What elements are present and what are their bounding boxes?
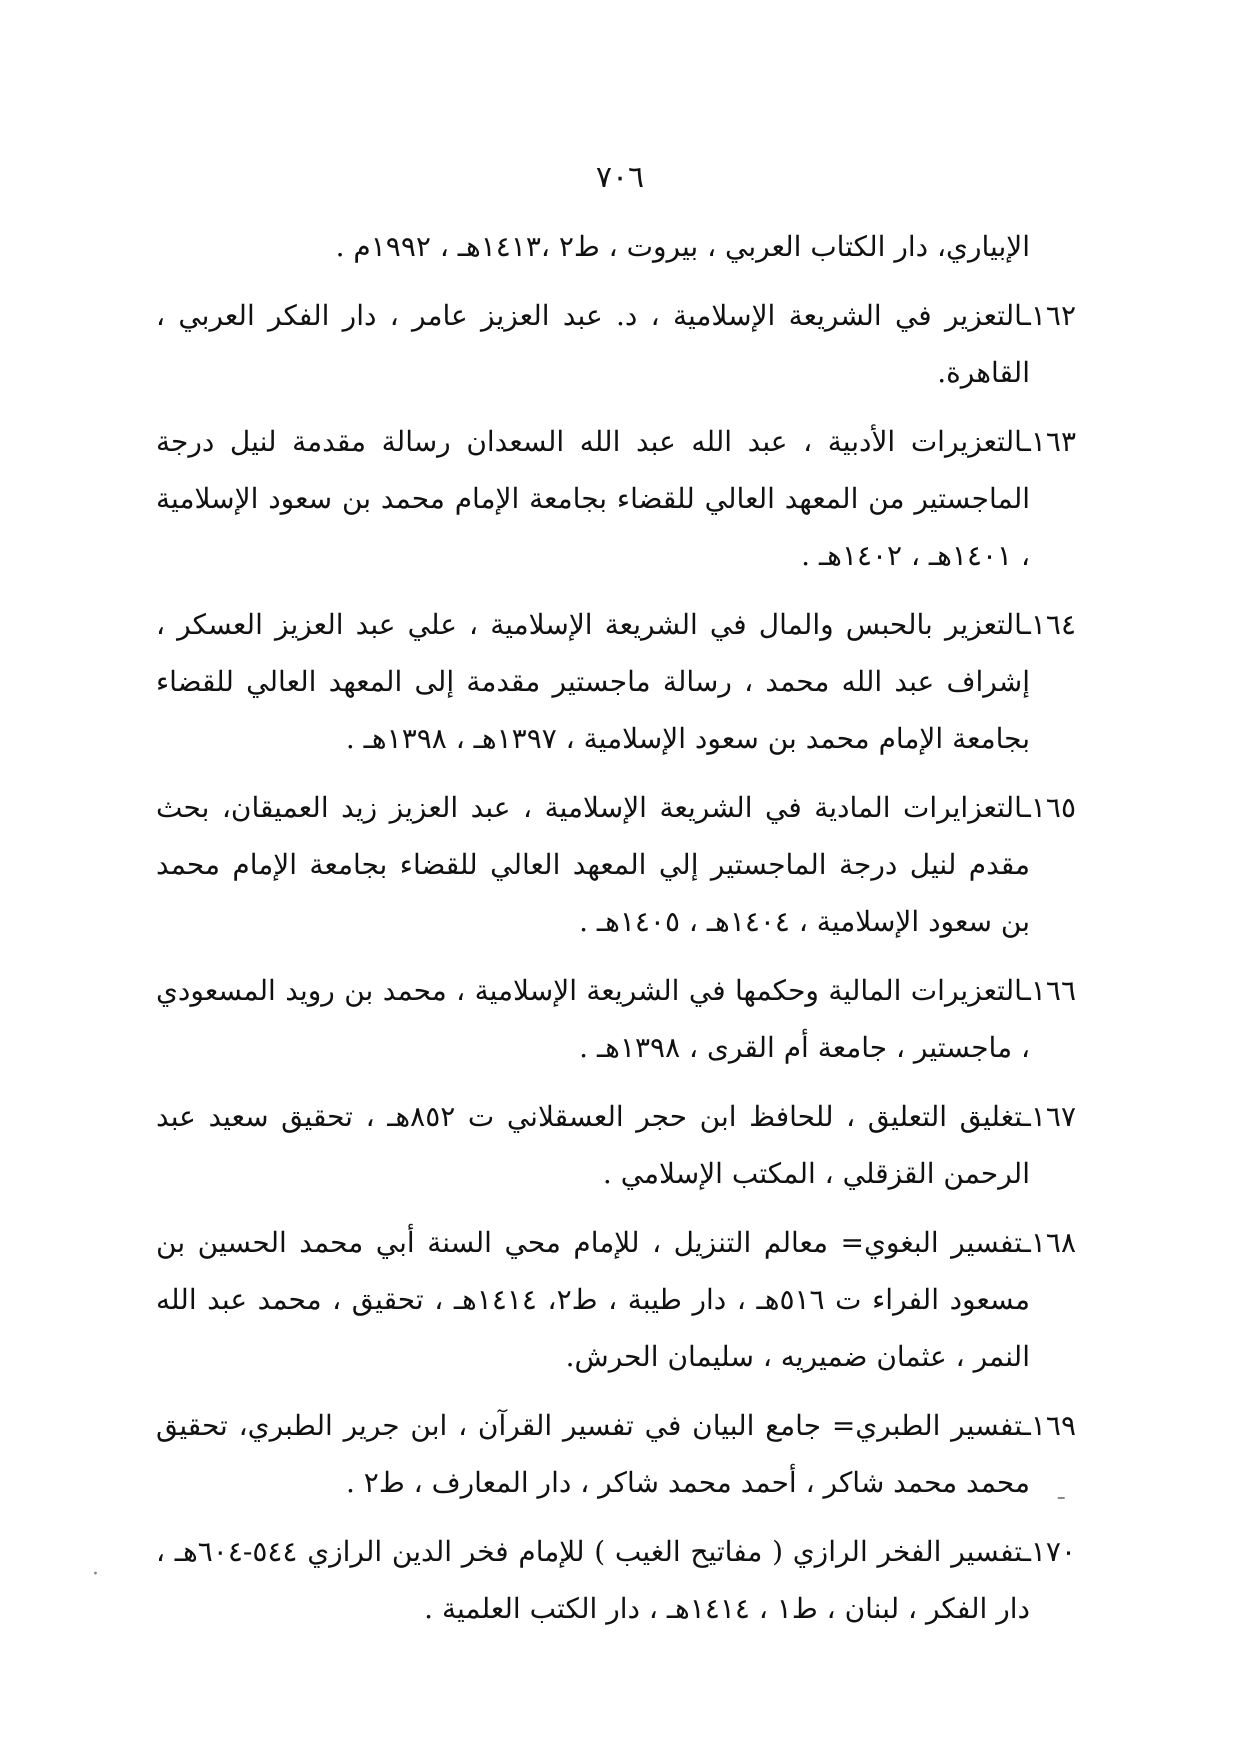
bibliography-entry	[156, 596, 1076, 767]
bibliography-entry	[156, 962, 1076, 1076]
bibliography-list	[156, 218, 1076, 1637]
entry-separator: ـ	[1022, 608, 1031, 641]
entry-text: تفسير الطبري= جامع البيان في تفسير القرآن ، ابن جرير الطبري، تحقيق محمد محمد شاكر ، أحمد محمد شاكر ، دار المعارف ، ط٢ .	[156, 1409, 1030, 1499]
entry-number: ١٦٦	[1030, 974, 1076, 1007]
continuation-line: الإبياري، دار الكتاب العربي ، بيروت ، ط٢ ،١٤١٣هـ ، ١٩٩٢م .	[335, 230, 1030, 263]
entry-number: ١٦٢	[1030, 299, 1076, 332]
entry-separator: ـ	[1022, 299, 1031, 332]
entry-text: التعزايرات المادية في الشريعة الإسلامية ، عبد العزيز زيد العميقان، بحث مقدم لنيل درجة الماجستير إلي المعهد العالي للقضاء بجامعة الإمام محمد بن سعود الإسلامية ، ١٤٠٤هـ ، ١٤٠٥هـ .	[156, 791, 1030, 938]
scan-speck: ·	[92, 1562, 99, 1587]
entry-text: التعزير بالحبس والمال في الشريعة الإسلامية ، علي عبد العزيز العسكر ، إشراف عبد الله محمد ، رسالة ماجستير مقدمة إلى المعهد العالي للقضاء بجامعة الإمام محمد بن سعود الإسلامية ، ١٣٩٧هـ ، ١٣٩٨هـ .	[156, 608, 1030, 755]
entry-number: ١٦٥	[1030, 791, 1076, 824]
entry-number: ١٦٣	[1030, 425, 1076, 458]
entry-text: التعزير في الشريعة الإسلامية ، د. عبد العزيز عامر ، دار الفكر العربي ، القاهرة.	[156, 299, 1030, 389]
bibliography-entry	[156, 1214, 1076, 1385]
entry-number: ١٦٤	[1030, 608, 1076, 641]
bibliography-entry	[156, 287, 1076, 401]
entry-number: ١٦٨	[1030, 1226, 1076, 1259]
bibliography-entry	[156, 1088, 1076, 1202]
entry-separator: ـ	[1022, 425, 1031, 458]
entry-separator: ـ	[1022, 1409, 1031, 1442]
entry-separator: ـ	[1022, 1100, 1031, 1133]
entry-number: ١٦٧	[1030, 1100, 1076, 1133]
entry-text: تغليق التعليق ، للحافظ ابن حجر العسقلاني ت ٨٥٢هـ ، تحقيق سعيد عبد الرحمن القزقلي ، المكتب الإسلامي .	[156, 1100, 1030, 1190]
bibliography-entry	[156, 413, 1076, 584]
entry-text: التعزيرات المالية وحكمها في الشريعة الإسلامية ، محمد بن رويد المسعودي ، ماجستير ، جامعة أم القرى ، ١٣٩٨هـ .	[156, 974, 1030, 1064]
entry-separator: ـ	[1022, 974, 1031, 1007]
entry-separator: ـ	[1022, 1226, 1031, 1259]
entry-text: تفسير البغوي= معالم التنزيل ، للإمام محي السنة أبي محمد الحسين بن مسعود الفراء ت ٥١٦هـ ، دار طيبة ، ط٢، ١٤١٤هـ ، تحقيق ، محمد عبد الله النمر ، عثمان ضميريه ، سليمان الحرش.	[156, 1226, 1030, 1373]
page-number: ٧٠٦	[595, 160, 645, 195]
bibliography-entry	[156, 1397, 1076, 1511]
bibliography-entry	[156, 1523, 1076, 1637]
bibliography-entry	[156, 779, 1076, 950]
entry-text: تفسير الفخر الرازي ( مفاتيح الغيب ) للإمام فخر الدين الرازي ٥٤٤-٦٠٤هـ ، دار الفكر ، لبنان ، ط١ ، ١٤١٤هـ ، دار الكتب العلمية .	[156, 1535, 1030, 1625]
entry-separator: ـ	[1022, 1535, 1031, 1568]
entry-number: ١٦٩	[1030, 1409, 1076, 1442]
scan-speck: ـ	[1058, 1480, 1065, 1505]
entry-separator: ـ	[1022, 791, 1031, 824]
entry-text: التعزيرات الأدبية ، عبد الله عبد الله السعدان رسالة مقدمة لنيل درجة الماجستير من المعهد العالي للقضاء بجامعة الإمام محمد بن سعود الإسلامية ، ١٤٠١هـ ، ١٤٠٢هـ .	[156, 425, 1030, 572]
entry-number: ١٧٠	[1030, 1535, 1077, 1568]
